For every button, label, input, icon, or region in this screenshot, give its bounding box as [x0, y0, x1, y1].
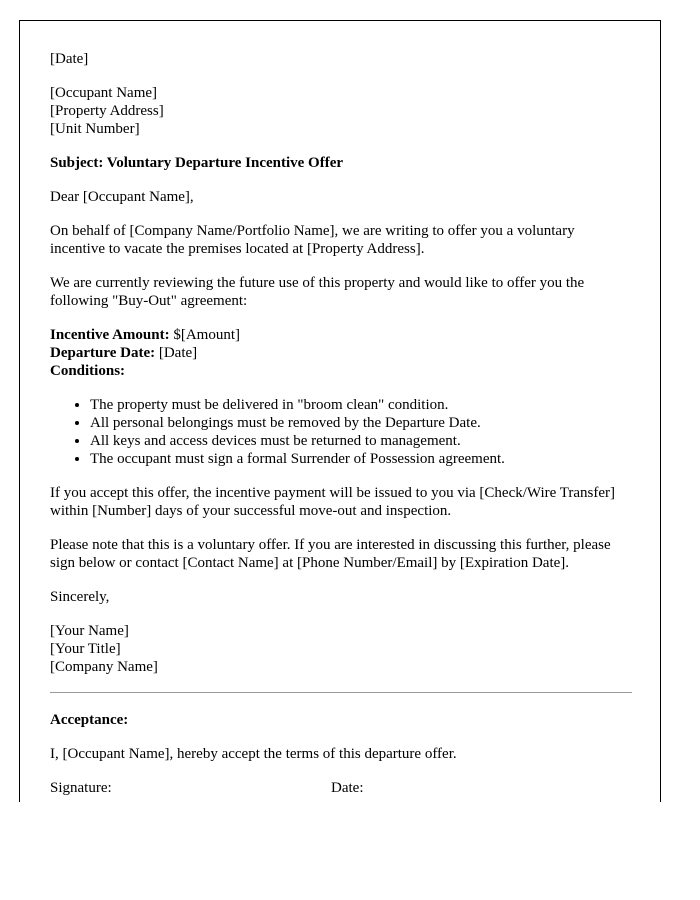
recipient-address: [Property Address] — [50, 103, 164, 119]
departure-label: Departure Date: — [50, 345, 156, 361]
signature-label: Signature: — [50, 780, 112, 796]
divider — [50, 692, 632, 693]
conditions-label: Conditions: — [50, 363, 126, 379]
date-label: Date: — [331, 780, 364, 796]
recipient-block — [50, 84, 632, 138]
letter-page — [19, 20, 661, 802]
acceptance-statement: I, [Occupant Name], hereby accept the terms of this departure offer. — [50, 746, 457, 762]
acceptance-heading: Acceptance: — [50, 712, 129, 728]
sender-name: [Your Name] — [50, 623, 129, 639]
list-item: • The property must be delivered in "broom clean" condition. — [90, 396, 632, 414]
intro-paragraph: On behalf of [Company Name/Portfolio Name], we are writing to offer you a voluntary incentive to vacate the premises located at [Property Address]. — [50, 223, 575, 257]
payment-paragraph: If you accept this offer, the incentive payment will be issued to you via [Check/Wire Transfer] within [Number] days of your successful move-out and inspection. — [50, 485, 616, 519]
incentive-value: $[Amount] — [169, 327, 241, 343]
departure-line — [50, 344, 632, 362]
sender-title: [Your Title] — [50, 641, 121, 657]
recipient-unit: [Unit Number] — [50, 121, 140, 137]
conditions-list — [50, 396, 632, 468]
incentive-label: Incentive Amount: — [50, 327, 170, 343]
salutation: Dear [Occupant Name], — [50, 189, 194, 205]
list-item: • All personal belongings must be removed by the Departure Date. — [90, 414, 632, 432]
letter-date: [Date] — [50, 51, 89, 67]
signature-row — [50, 779, 632, 797]
letter-content — [50, 50, 632, 797]
sender-company: [Company Name] — [50, 659, 158, 675]
closing: Sincerely, — [50, 589, 110, 605]
subject-line: Subject: Voluntary Departure Incentive Offer — [50, 155, 344, 171]
terms-block — [50, 326, 632, 380]
sender-block — [50, 622, 632, 676]
departure-value: [Date] — [155, 345, 198, 361]
list-item: • All keys and access devices must be returned to management. — [90, 432, 632, 450]
recipient-name: [Occupant Name] — [50, 85, 158, 101]
list-item: • The occupant must sign a formal Surrender of Possession agreement. — [90, 450, 632, 468]
review-paragraph: We are currently reviewing the future use of this property and would like to offer you the following "Buy-Out" agreement: — [50, 275, 585, 309]
incentive-line — [50, 326, 632, 344]
note-paragraph: Please note that this is a voluntary offer. If you are interested in discussing this further, please sign below or contact [Contact Name] at [Phone Number/Email] by [Expiration Date]. — [50, 537, 611, 571]
